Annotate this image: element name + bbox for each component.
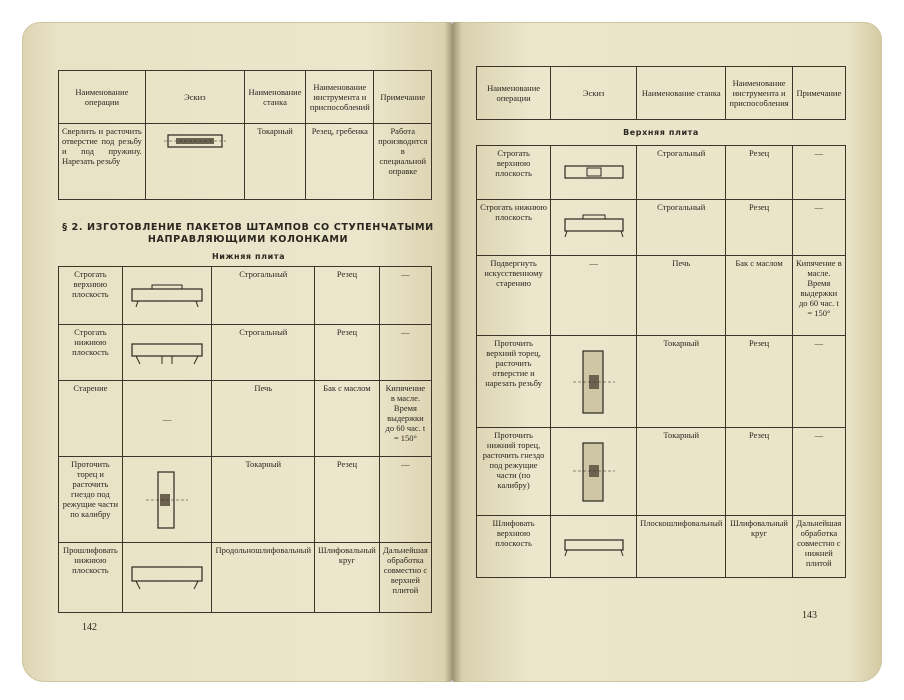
left-page: [22, 22, 452, 682]
lower-plate-title: Нижняя плита: [212, 252, 286, 261]
tool-cell: Шлифовальный круг: [726, 516, 792, 578]
header-sketch: Эскиз: [551, 67, 637, 120]
header-tool: Наименование инструмента и приспособления: [726, 67, 792, 120]
section-title: § 2. ИЗГОТОВЛЕНИЕ ПАКЕТОВ ШТАМПОВ СО СТУПЕНЧАТЫМИ НАПРАВЛЯЮЩИМИ КОЛОНКАМИ: [62, 222, 434, 245]
operation-cell: Строгать верхнюю плоскость: [59, 267, 123, 325]
operation-cell: Строгать нижнюю плоскость: [59, 325, 123, 381]
operation-cell: Прошлифовать нижнюю плоскость: [59, 543, 123, 613]
sketch-upper-nest-icon: [569, 439, 619, 505]
table-row: [477, 256, 846, 336]
machine-cell: Токарный: [244, 124, 305, 200]
note-cell: Работа производится в специальной оправке: [374, 124, 432, 200]
table-row: [477, 146, 846, 200]
page-number-right: 143: [802, 610, 817, 621]
header-machine: Наименование станка: [637, 67, 726, 120]
sketch-plate-bottom-icon: [126, 336, 208, 370]
page-number-left: 142: [82, 622, 97, 633]
table-header-row: [59, 71, 432, 124]
machine-cell: Плоскошлифовальный: [637, 516, 726, 578]
table-row: [59, 381, 432, 457]
operation-cell: Подвергнуть искусственному старению: [477, 256, 551, 336]
note-cell: —: [792, 336, 845, 428]
left-top-table: [58, 70, 432, 200]
tool-cell: Бак с маслом: [315, 381, 380, 457]
sketch-upper-bottom-icon: [559, 213, 629, 243]
sketch-cell: [551, 428, 637, 516]
note-cell: —: [792, 146, 845, 200]
machine-cell: Строгальный: [212, 267, 315, 325]
tool-cell: Резец: [315, 457, 380, 543]
table-row: [59, 124, 432, 200]
left-main-table: [58, 266, 432, 613]
table-row: [59, 543, 432, 613]
sketch-drilling-icon: [162, 126, 228, 156]
sketch-cell: [551, 336, 637, 428]
sketch-cell: [551, 516, 637, 578]
table-row: [59, 457, 432, 543]
header-operation: Наименование операции: [59, 71, 146, 124]
operation-cell: Шлифовать верхнюю плоскость: [477, 516, 551, 578]
header-note: Примечание: [792, 67, 845, 120]
sketch-cell: [122, 543, 212, 613]
operation-cell: Сверлить и расточить отверстие под резьбу и под пружину. Нарезать резьбу: [59, 124, 146, 200]
right-main-table: [476, 66, 846, 578]
operation-cell: Проточить торец и расточить гнездо под режущие части по калибру: [59, 457, 123, 543]
tool-cell: Резец: [726, 336, 792, 428]
upper-plate-title: Верхняя плита: [623, 128, 699, 137]
tool-cell: Резец: [726, 200, 792, 256]
sketch-cell: —: [122, 381, 212, 457]
tool-cell: Резец: [315, 267, 380, 325]
table-row: [59, 267, 432, 325]
header-operation: Наименование операции: [477, 67, 551, 120]
table-row: [477, 516, 846, 578]
table-row: [477, 428, 846, 516]
header-sketch: Эскиз: [145, 71, 244, 124]
table-row: [477, 120, 846, 146]
book-gutter: [444, 22, 462, 682]
tool-cell: Резец, гребенка: [306, 124, 374, 200]
sketch-upper-grind-icon: [559, 534, 629, 560]
tool-cell: Резец: [315, 325, 380, 381]
header-tool: Наименование инструмента и приспособлений: [306, 71, 374, 124]
machine-cell: Печь: [212, 381, 315, 457]
operation-cell: Проточить верхний торец, расточить отверстие и нарезать резьбу: [477, 336, 551, 428]
right-page: [452, 22, 882, 682]
sketch-bore-icon: [142, 468, 192, 532]
note-cell: Кипячение в масле. Время выдержки до 60 час. t = 150°: [379, 381, 431, 457]
machine-cell: Токарный: [637, 428, 726, 516]
operation-cell: Старение: [59, 381, 123, 457]
machine-cell: Продольношлифовальный: [212, 543, 315, 613]
tool-cell: Резец: [726, 428, 792, 516]
operation-cell: Проточить нижний торец, расточить гнездо под режущие части (по калибру): [477, 428, 551, 516]
table-row: [59, 325, 432, 381]
note-cell: Дальнейшая обработка совместно с верхней плитой: [379, 543, 431, 613]
sketch-cell: [122, 267, 212, 325]
sketch-upper-bore-icon: [569, 347, 619, 417]
tool-cell: Резец: [726, 146, 792, 200]
note-cell: Дальнейшая обработка совместно с нижней плитой: [792, 516, 845, 578]
machine-cell: Токарный: [212, 457, 315, 543]
note-cell: —: [379, 325, 431, 381]
note-cell: —: [792, 428, 845, 516]
sketch-grind-icon: [126, 561, 208, 595]
tool-cell: Бак с маслом: [726, 256, 792, 336]
table-row: [477, 200, 846, 256]
operation-cell: Строгать нижнюю плоскость: [477, 200, 551, 256]
sketch-plate-top-icon: [126, 279, 208, 313]
machine-cell: Строгальный: [212, 325, 315, 381]
note-cell: —: [792, 200, 845, 256]
note-cell: Кипячение в масле. Время выдержки до 60 час. t = 150°: [792, 256, 845, 336]
sketch-cell: [551, 200, 637, 256]
header-machine: Наименование станка: [244, 71, 305, 124]
note-cell: —: [379, 457, 431, 543]
machine-cell: Строгальный: [637, 146, 726, 200]
sketch-cell: [145, 124, 244, 200]
note-cell: —: [379, 267, 431, 325]
machine-cell: Строгальный: [637, 200, 726, 256]
open-book: [22, 22, 882, 682]
table-row: [477, 336, 846, 428]
upper-plate-title-cell: [477, 120, 846, 146]
sketch-cell: [122, 325, 212, 381]
machine-cell: Печь: [637, 256, 726, 336]
machine-cell: Токарный: [637, 336, 726, 428]
tool-cell: Шлифовальный круг: [315, 543, 380, 613]
sketch-cell: [551, 146, 637, 200]
operation-cell: Строгать верхнюю плоскость: [477, 146, 551, 200]
table-header-row: [477, 67, 846, 120]
header-note: Примечание: [374, 71, 432, 124]
sketch-cell: [122, 457, 212, 543]
sketch-cell: —: [551, 256, 637, 336]
sketch-upper-top-icon: [559, 160, 629, 186]
